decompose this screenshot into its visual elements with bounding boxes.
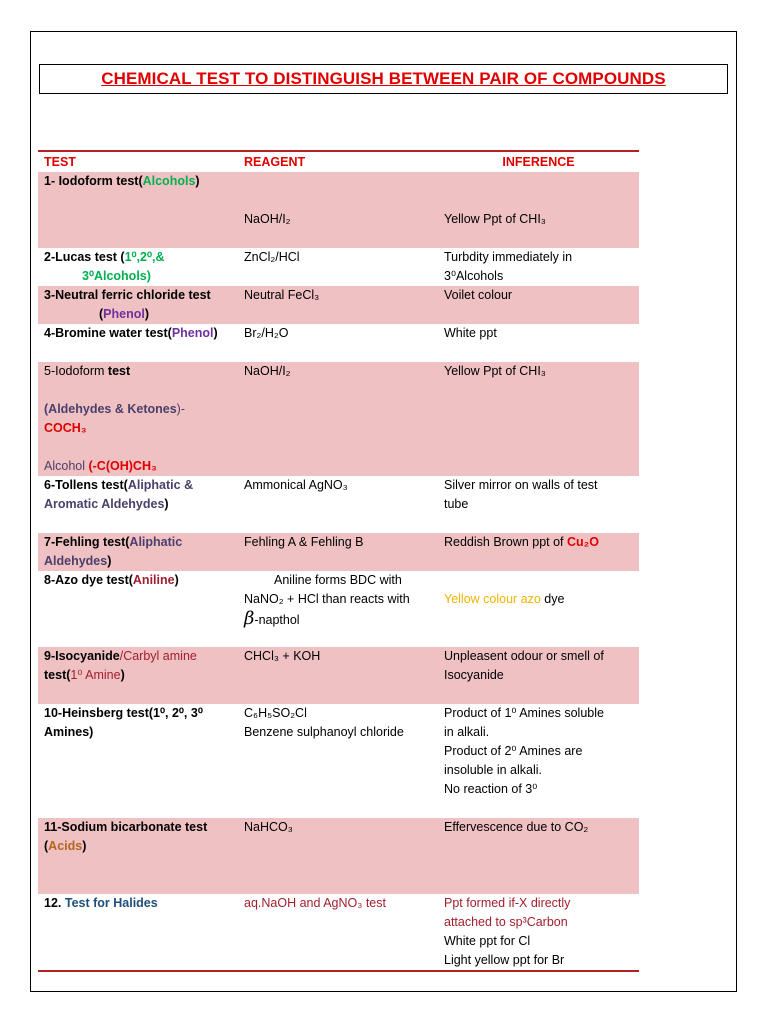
test-text: 9-Isocyanide: [44, 649, 120, 663]
inference-cell: [438, 286, 639, 324]
inference-text: Silver mirror on walls of test: [444, 478, 598, 492]
test-class: Aliphatic &: [127, 478, 194, 492]
chemical-tests-table: [38, 150, 639, 972]
header-reagent: REAGENT: [244, 155, 306, 169]
table-row: [38, 647, 639, 704]
inference-cell: [438, 324, 639, 362]
header-test: TEST: [44, 155, 76, 169]
reagent-text: NaNO₂ + HCl than reacts with: [244, 592, 410, 606]
inference-cell: [438, 894, 639, 971]
test-text: 5-Iodoform: [44, 364, 108, 378]
test-cell: [38, 647, 238, 704]
test-class: 1⁰,2⁰,&: [124, 250, 165, 264]
test-cell: [38, 286, 238, 324]
inference-text: Effervescence due to CO₂: [444, 820, 589, 834]
test-text: ): [144, 307, 150, 321]
table-row: [38, 362, 639, 476]
test-class: Aromatic Aldehydes: [44, 497, 165, 511]
inference-highlight: Cu₂O: [567, 535, 599, 549]
inference-cell: [438, 172, 639, 248]
test-text: (: [44, 839, 49, 853]
inference-text: Product of 2⁰ Amines are: [444, 744, 583, 758]
test-class: COCH₃: [44, 421, 87, 435]
test-cell: [38, 704, 238, 818]
inference-text: dye: [540, 592, 565, 606]
test-text: /Carbyl amine: [119, 649, 197, 663]
table-row: [38, 571, 639, 647]
reagent-text: Benzene sulphanoyl chloride: [244, 725, 404, 739]
test-text: 8-Azo dye test(: [44, 573, 133, 587]
test-text: 10-Heinsberg test(1⁰, 2⁰, 3⁰: [44, 706, 203, 720]
header-inference: INFERENCE: [502, 155, 575, 169]
test-class: Aldehydes: [44, 554, 108, 568]
reagent-cell: [238, 571, 438, 647]
table-row: [38, 248, 639, 286]
test-text: 4-Bromine water test(: [44, 326, 172, 340]
test-text: 2-Lucas test (: [44, 250, 125, 264]
reagent-cell: [238, 533, 438, 571]
table-row: [38, 818, 639, 894]
inference-cell: [438, 533, 639, 571]
page-title: CHEMICAL TEST TO DISTINGUISH BETWEEN PAIR OF COMPOUNDS: [101, 69, 666, 88]
test-class: Alcohols: [142, 174, 196, 188]
test-cell: [38, 248, 238, 286]
inference-cell: [438, 571, 639, 647]
test-text: ): [174, 573, 179, 587]
reagent-cell: [238, 894, 438, 971]
inference-text: tube: [444, 497, 469, 511]
inference-text: No reaction of 3⁰: [444, 782, 538, 796]
test-text: 1- Iodoform test(: [44, 174, 143, 188]
inference-cell: [438, 248, 639, 286]
reagent-cell: [238, 818, 438, 894]
test-cell: [38, 324, 238, 362]
reagent-text: NaHCO₃: [244, 820, 293, 834]
test-cell: [38, 362, 238, 476]
test-text: 12.: [44, 896, 65, 910]
test-text: 6-Tollens test(: [44, 478, 128, 492]
table-row: [38, 172, 639, 248]
inference-text: Ppt formed if-X directly: [444, 896, 571, 910]
table-header-row: [38, 151, 639, 172]
inference-text: White ppt for Cl: [444, 934, 531, 948]
test-class: 3⁰Alcohols): [82, 269, 151, 283]
test-text: test: [107, 364, 131, 378]
test-class: 1⁰ Amine: [70, 668, 121, 682]
inference-text: Turbdity immediately in: [444, 250, 573, 264]
test-text: 3-Neutral ferric chloride test: [44, 288, 211, 302]
reagent-text: C₆H₅SO₂Cl: [244, 706, 307, 720]
reagent-cell: [238, 286, 438, 324]
test-text: ): [213, 326, 218, 340]
reagent-cell: [238, 248, 438, 286]
test-cell: [38, 571, 238, 647]
reagent-text: CHCl₃ + KOH: [244, 649, 321, 663]
test-text: test(: [44, 668, 71, 682]
beta-symbol: β: [244, 608, 255, 629]
inference-cell: [438, 818, 639, 894]
reagent-text: -napthol: [254, 613, 300, 627]
reagent-text: NaOH/I₂: [244, 364, 291, 378]
test-text: ): [164, 497, 169, 511]
inference-text: Voilet colour: [444, 288, 513, 302]
reagent-text: aq.NaOH and AgNO₃ test: [244, 896, 386, 910]
inference-cell: [438, 647, 639, 704]
inference-highlight: Yellow colour azo: [444, 592, 541, 606]
reagent-cell: [238, 476, 438, 533]
reagent-cell: [238, 362, 438, 476]
test-text: Alcohol: [44, 459, 85, 473]
inference-text: Reddish Brown ppt of: [444, 535, 567, 549]
inference-text: attached to sp³Carbon: [444, 915, 568, 929]
inference-text: 3⁰Alcohols: [444, 269, 504, 283]
reagent-text: Br₂/H₂O: [244, 326, 289, 340]
reagent-text: ZnCl₂/HCl: [244, 250, 300, 264]
reagent-text: Neutral FeCl₃: [244, 288, 320, 302]
test-cell: [38, 894, 238, 971]
title-box: [39, 64, 728, 94]
test-text: ): [195, 174, 200, 188]
test-class: Test for Halides: [64, 896, 158, 910]
test-class: (Aldehydes & Ketones: [44, 402, 177, 416]
test-text: 7-Fehling test(: [44, 535, 130, 549]
test-cell: [38, 533, 238, 571]
reagent-cell: [238, 647, 438, 704]
inference-text: Unpleasent odour or smell of: [444, 649, 604, 663]
test-text: ): [82, 839, 87, 853]
reagent-text: Aniline forms BDC with: [274, 573, 402, 587]
inference-text: insoluble in alkali.: [444, 763, 542, 777]
test-class: Aliphatic: [129, 535, 183, 549]
test-text: )-: [176, 402, 185, 416]
test-text: Amines): [44, 725, 94, 739]
table-row: [38, 476, 639, 533]
test-class: Aniline: [132, 573, 175, 587]
reagent-cell: [238, 704, 438, 818]
table-row: [38, 704, 639, 818]
inference-text: Isocyanide: [444, 668, 504, 682]
inference-text: Yellow Ppt of CHI₃: [444, 212, 546, 226]
reagent-text: Fehling A & Fehling B: [244, 535, 364, 549]
reagent-text: Ammonical AgNO₃: [244, 478, 348, 492]
inference-text: Product of 1⁰ Amines soluble: [444, 706, 604, 720]
inference-text: Light yellow ppt for Br: [444, 953, 565, 967]
table-row: [38, 324, 639, 362]
test-cell: [38, 172, 238, 248]
table-row: [38, 286, 639, 324]
inference-cell: [438, 704, 639, 818]
test-class: (-C(OH)CH₃: [88, 459, 157, 473]
table-row: [38, 894, 639, 971]
test-class: Acids: [48, 839, 83, 853]
test-text: (: [99, 307, 104, 321]
test-cell: [38, 476, 238, 533]
inference-text: White ppt: [444, 326, 497, 340]
test-text: ): [107, 554, 112, 568]
table-row: [38, 533, 639, 571]
test-text: ): [120, 668, 125, 682]
test-text: 11-Sodium bicarbonate test: [44, 820, 208, 834]
inference-text: in alkali.: [444, 725, 490, 739]
test-class: Phenol: [103, 307, 145, 321]
test-class: Phenol: [171, 326, 214, 340]
test-cell: [38, 818, 238, 894]
reagent-text: NaOH/I₂: [244, 212, 291, 226]
inference-cell: [438, 362, 639, 476]
inference-cell: [438, 476, 639, 533]
reagent-cell: [238, 172, 438, 248]
reagent-cell: [238, 324, 438, 362]
inference-text: Yellow Ppt of CHI₃: [444, 364, 546, 378]
